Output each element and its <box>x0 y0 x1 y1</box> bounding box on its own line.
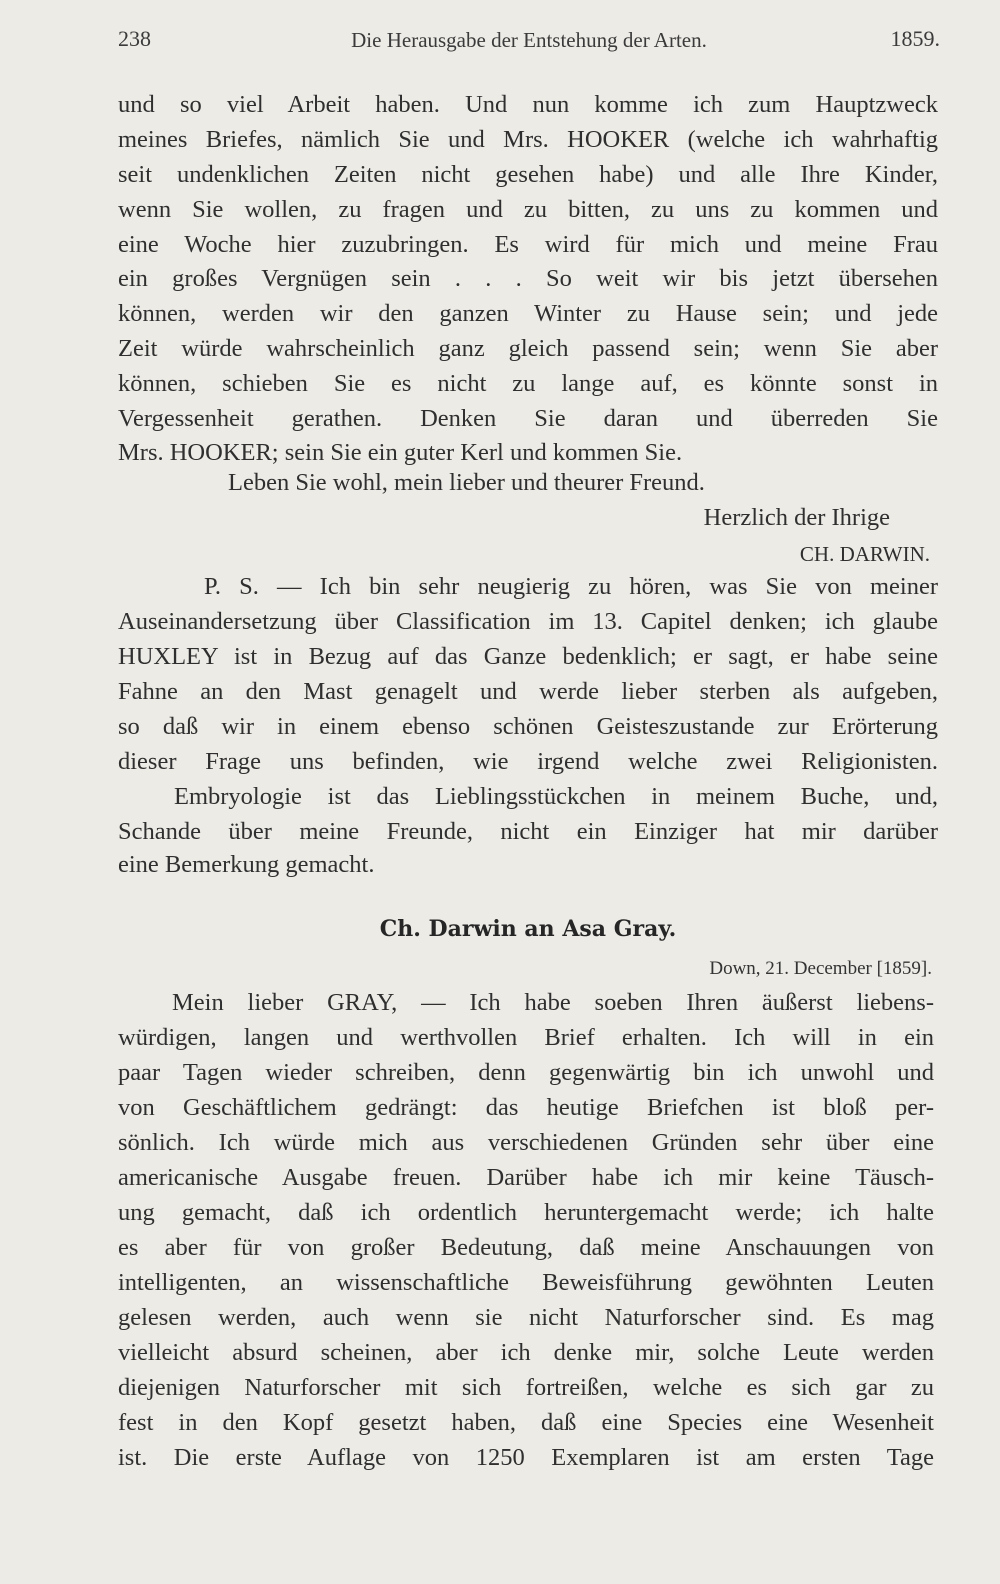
page-number: 238 <box>118 26 151 51</box>
text-line: Schande über meine Freunde, nicht ein Einziger hat mir darüber <box>118 818 938 845</box>
text-line: eine Woche hier zuzubringen. Es wird für mich und meine Frau <box>118 231 938 258</box>
text-line: meines Briefes, nämlich Sie und Mrs. HOOKER (welche ich wahrhaftig <box>118 126 938 153</box>
text-line: fest in den Kopf gesetzt haben, daß eine Species eine Wesenheit <box>118 1409 934 1436</box>
text-line: americanische Ausgabe freuen. Darüber habe ich mir keine Täusch- <box>118 1164 934 1191</box>
header-year: 1859. <box>890 26 940 51</box>
farewell-line: Leben Sie wohl, mein lieber und theurer Freund. <box>228 469 705 496</box>
text-line: Mrs. HOOKER; sein Sie ein guter Kerl und kommen Sie. <box>118 439 683 466</box>
text-line: Fahne an den Mast genagelt und werde lieber sterben als aufgeben, <box>118 678 938 705</box>
text-line: eine Bemerkung gemacht. <box>118 851 375 878</box>
text-line: seit undenklichen Zeiten nicht gesehen habe) und alle Ihre Kinder, <box>118 161 938 188</box>
text-line: können, schieben Sie es nicht zu lange auf, es könnte sonst in <box>118 370 938 397</box>
text-line: gelesen werden, auch wenn sie nicht Naturforscher sind. Es mag <box>118 1304 934 1331</box>
text-line: wenn Sie wollen, zu fragen und zu bitten, zu uns zu kommen und <box>118 196 938 223</box>
text-line: HUXLEY ist in Bezug auf das Ganze bedenklich; er sagt, er habe seine <box>118 643 938 670</box>
signature: CH. DARWIN. <box>799 542 930 566</box>
text-line: so daß wir in einem ebenso schönen Geisteszustande zur Erörterung <box>118 713 938 740</box>
text-line: Zeit würde wahrscheinlich ganz gleich passend sein; wenn Sie aber <box>118 335 938 362</box>
text-line: es aber für von großer Bedeutung, daß meine Anschauungen von <box>118 1234 934 1261</box>
text-line: diejenigen Naturforscher mit sich fortreißen, welche es sich gar zu <box>118 1374 934 1401</box>
text-line: vielleicht absurd scheinen, aber ich denke mir, solche Leute werden <box>118 1339 934 1366</box>
text-line: ist. Die erste Auflage von 1250 Exemplaren ist am ersten Tage <box>118 1444 934 1471</box>
letter-heading: Ch. Darwin an Asa Gray. <box>379 916 677 942</box>
text-line: intelligenten, an wissenschaftliche Beweisführung gewöhnten Leuten <box>118 1269 934 1296</box>
text-line: Auseinandersetzung über Classification im 13. Capitel denken; ich glaube <box>118 608 938 635</box>
text-line: dieser Frage uns befinden, wie irgend welche zwei Religionisten. <box>118 748 938 775</box>
running-title: Die Herausgabe der Entstehung der Arten. <box>351 28 707 52</box>
text-line: und so viel Arbeit haben. Und nun komme ich zum Hauptzweck <box>118 91 938 118</box>
text-line: würdigen, langen und werthvollen Brief erhalten. Ich will in ein <box>118 1024 934 1051</box>
text-line: paar Tagen wieder schreiben, denn gegenwärtig bin ich unwohl und <box>118 1059 934 1086</box>
text-line: P. S. — Ich bin sehr neugierig zu hören, was Sie von meiner <box>204 573 938 600</box>
text-line: von Geschäftlichem gedrängt: das heutige Briefchen ist bloß per- <box>118 1094 934 1121</box>
regards-line: Herzlich der Ihrige <box>703 504 890 531</box>
letter-dateline: Down, 21. December [1859]. <box>709 958 932 979</box>
text-line: ein großes Vergnügen sein . . . So weit wir bis jetzt übersehen <box>118 265 938 292</box>
text-line: sönlich. Ich würde mich aus verschiedenen Gründen sehr über eine <box>118 1129 934 1156</box>
text-line: ung gemacht, daß ich ordentlich heruntergemacht werde; ich halte <box>118 1199 934 1226</box>
running-header <box>118 26 940 56</box>
text-line: Embryologie ist das Lieblingsstückchen in meinem Buche, und, <box>174 783 938 810</box>
text-line: können, werden wir den ganzen Winter zu Hause sein; und jede <box>118 300 938 327</box>
text-line: Vergessenheit gerathen. Denken Sie daran und überreden Sie <box>118 405 938 432</box>
text-line: Mein lieber GRAY, — Ich habe soeben Ihren äußerst liebens- <box>172 989 934 1016</box>
